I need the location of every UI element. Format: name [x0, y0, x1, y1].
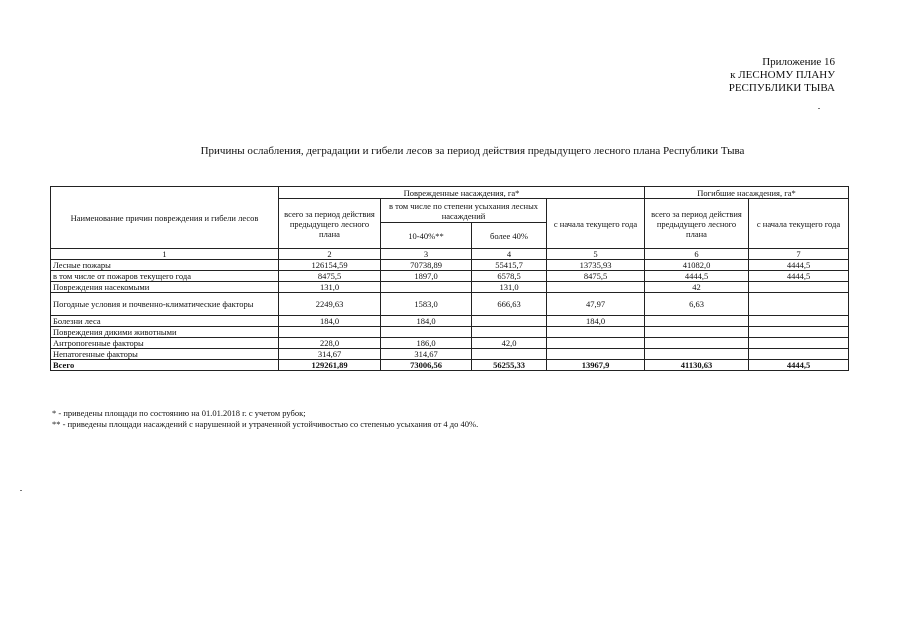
- appendix-republic: РЕСПУБЛИКИ ТЫВА: [728, 82, 835, 94]
- col-number: 7: [749, 249, 849, 260]
- row-label: Погодные условия и почвенно-климатические факторы: [51, 293, 279, 316]
- cell-value: [381, 282, 472, 293]
- forest-damage-table: [50, 186, 849, 371]
- cell-value: [749, 349, 849, 360]
- cell-value: 42: [645, 282, 749, 293]
- cell-value: [749, 293, 849, 316]
- table-row: [51, 338, 849, 349]
- header-pct-10-40: 10-40%**: [381, 223, 472, 249]
- col-number: 6: [645, 249, 749, 260]
- table-row: [51, 349, 849, 360]
- total-value: 56255,33: [472, 360, 547, 371]
- table-row: [51, 316, 849, 327]
- cell-value: [472, 316, 547, 327]
- cell-value: [749, 338, 849, 349]
- table-row: [51, 271, 849, 282]
- cell-value: 6,63: [645, 293, 749, 316]
- cell-value: 131,0: [472, 282, 547, 293]
- cell-value: [749, 327, 849, 338]
- col-number: 3: [381, 249, 472, 260]
- footnote-1: * - приведены площади по состоянию на 01.01.2018 г. с учетом рубок;: [52, 408, 306, 418]
- cell-value: 70738,89: [381, 260, 472, 271]
- cell-value: 47,97: [547, 293, 645, 316]
- header-total-period: всего за период действия предыдущего лесного плана: [279, 199, 381, 249]
- cell-value: [645, 349, 749, 360]
- total-value: 13967,9: [547, 360, 645, 371]
- total-value: 73006,56: [381, 360, 472, 371]
- row-label: Антропогенные факторы: [51, 338, 279, 349]
- cell-value: 184,0: [279, 316, 381, 327]
- cell-value: 314,67: [381, 349, 472, 360]
- cell-value: 228,0: [279, 338, 381, 349]
- col-number: 2: [279, 249, 381, 260]
- table-row: [51, 293, 849, 316]
- cell-value: [472, 349, 547, 360]
- cell-value: 4444,5: [749, 271, 849, 282]
- cell-value: [547, 338, 645, 349]
- scan-speck: [818, 108, 820, 109]
- col-number: 1: [51, 249, 279, 260]
- appendix-plan: к ЛЕСНОМУ ПЛАНУ: [730, 69, 835, 81]
- footnotes: [52, 408, 478, 430]
- cell-value: 42,0: [472, 338, 547, 349]
- cell-value: 13735,93: [547, 260, 645, 271]
- cell-value: [547, 349, 645, 360]
- total-value: 41130,63: [645, 360, 749, 371]
- scan-speck: [20, 490, 22, 491]
- cell-value: 1897,0: [381, 271, 472, 282]
- table-row: [51, 327, 849, 338]
- cell-value: 131,0: [279, 282, 381, 293]
- total-label: Всего: [51, 360, 279, 371]
- cell-value: 41082,0: [645, 260, 749, 271]
- row-label: Лесные пожары: [51, 260, 279, 271]
- cell-value: 8475,5: [279, 271, 381, 282]
- cell-value: [547, 282, 645, 293]
- cell-value: [645, 316, 749, 327]
- col-number: 5: [547, 249, 645, 260]
- table-row: [51, 260, 849, 271]
- total-value: 129261,89: [279, 360, 381, 371]
- cell-value: 8475,5: [547, 271, 645, 282]
- cell-value: 4444,5: [645, 271, 749, 282]
- cell-value: [279, 327, 381, 338]
- col-number: 4: [472, 249, 547, 260]
- total-row: [51, 360, 849, 371]
- table-row: [51, 282, 849, 293]
- cell-value: [749, 316, 849, 327]
- cell-value: 186,0: [381, 338, 472, 349]
- cell-value: 126154,59: [279, 260, 381, 271]
- row-label: Болезни леса: [51, 316, 279, 327]
- row-label: Повреждения насекомыми: [51, 282, 279, 293]
- header-incl-group: в том числе по степени усыхания лесных насаждений: [381, 199, 547, 223]
- cell-value: 184,0: [381, 316, 472, 327]
- cell-value: [645, 327, 749, 338]
- cell-value: [749, 282, 849, 293]
- footnote-2: ** - приведены площади насаждений с нарушенной и утраченной устойчивостью со степенью усыхания от 4 до 40%.: [52, 419, 479, 429]
- appendix-number: Приложение 16: [762, 56, 835, 68]
- row-label: Непатогенные факторы: [51, 349, 279, 360]
- header-dead-since-year: с начала текущего года: [749, 199, 849, 249]
- appendix-header: [729, 56, 835, 95]
- header-reason: Наименование причин повреждения и гибели лесов: [51, 187, 279, 249]
- cell-value: 2249,63: [279, 293, 381, 316]
- cell-value: [472, 327, 547, 338]
- header-since-year: с начала текущего года: [547, 199, 645, 249]
- cell-value: 314,67: [279, 349, 381, 360]
- header-dead-group: Погибшие насаждения, га*: [645, 187, 849, 199]
- row-label: Повреждения дикими животными: [51, 327, 279, 338]
- cell-value: [547, 327, 645, 338]
- cell-value: [645, 338, 749, 349]
- cell-value: 4444,5: [749, 260, 849, 271]
- header-over-40: более 40%: [472, 223, 547, 249]
- cell-value: 1583,0: [381, 293, 472, 316]
- document-title: Причины ослабления, деградации и гибели лесов за период действия предыдущего лесного плана Республики Тыва: [200, 145, 745, 157]
- total-value: 4444,5: [749, 360, 849, 371]
- cell-value: 6578,5: [472, 271, 547, 282]
- row-label: в том числе от пожаров текущего года: [51, 271, 279, 282]
- header-dead-total-period: всего за период действия предыдущего лесного плана: [645, 199, 749, 249]
- header-damaged-group: Поврежденные насаждения, га*: [279, 187, 645, 199]
- cell-value: [381, 327, 472, 338]
- cell-value: 55415,7: [472, 260, 547, 271]
- cell-value: 666,63: [472, 293, 547, 316]
- cell-value: 184,0: [547, 316, 645, 327]
